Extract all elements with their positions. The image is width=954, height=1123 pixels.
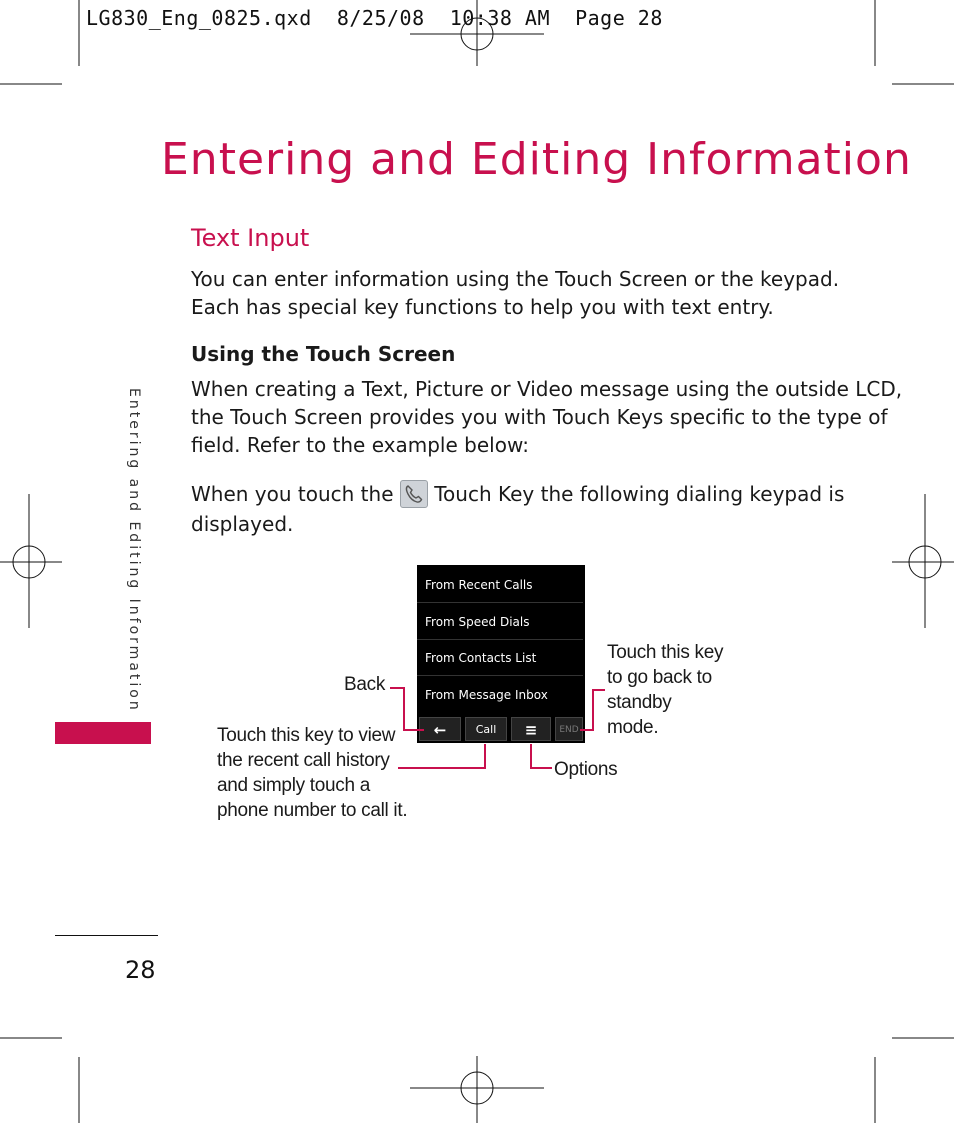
callout-line: standby xyxy=(607,692,672,713)
back-callout: Back xyxy=(344,674,386,695)
call-softkey[interactable]: Call xyxy=(465,717,507,741)
options-callout: Options xyxy=(554,759,618,780)
intro-line: Each has special key functions to help you with text entry. xyxy=(191,295,774,319)
footer-rule xyxy=(55,935,158,936)
printer-slug: LG830_Eng_0825.qxd 8/25/08 10:38 AM Page 28 xyxy=(86,6,663,30)
paragraph-text: When you touch the xyxy=(191,482,394,506)
callout-line: to go back to xyxy=(607,667,712,688)
paragraph-line: the Touch Screen provides you with Touch Keys specific to the type of xyxy=(191,405,888,429)
menu-item-recent-calls[interactable]: From Recent Calls xyxy=(417,567,583,603)
end-softkey[interactable]: END xyxy=(555,717,583,741)
page-number: 28 xyxy=(125,956,156,984)
callout-line: and simply touch a xyxy=(217,775,371,796)
options-icon[interactable]: ≡ xyxy=(511,717,551,741)
call-callout xyxy=(217,723,407,823)
section-heading: Text Input xyxy=(191,224,310,252)
callout-line: the recent call history xyxy=(217,750,390,771)
paragraph-line: field. Refer to the example below: xyxy=(191,433,529,457)
page-title: Entering and Editing Information xyxy=(161,134,912,185)
intro-line: You can enter information using the Touch Screen or the keypad. xyxy=(191,267,840,291)
menu-item-message-inbox[interactable]: From Message Inbox xyxy=(425,688,548,702)
paragraph-text: Touch Key the following dialing keypad is xyxy=(434,482,845,506)
end-callout xyxy=(607,640,723,740)
side-chapter-label: Entering and Editing Information xyxy=(126,388,142,713)
back-arrow-icon[interactable]: ← xyxy=(419,717,461,741)
subsection-heading: Using the Touch Screen xyxy=(191,342,456,366)
callout-line: mode. xyxy=(607,717,659,738)
callout-line: phone number to call it. xyxy=(217,800,408,821)
menu-item-contacts-list[interactable]: From Contacts List xyxy=(417,640,583,676)
menu-item-speed-dials[interactable]: From Speed Dials xyxy=(417,604,583,640)
callout-line: Touch this key xyxy=(607,642,724,663)
paragraph-line: When creating a Text, Picture or Video message using the outside LCD, xyxy=(191,377,903,401)
callout-line: Touch this key to view xyxy=(217,725,396,746)
paragraph-line: displayed. xyxy=(191,511,294,536)
